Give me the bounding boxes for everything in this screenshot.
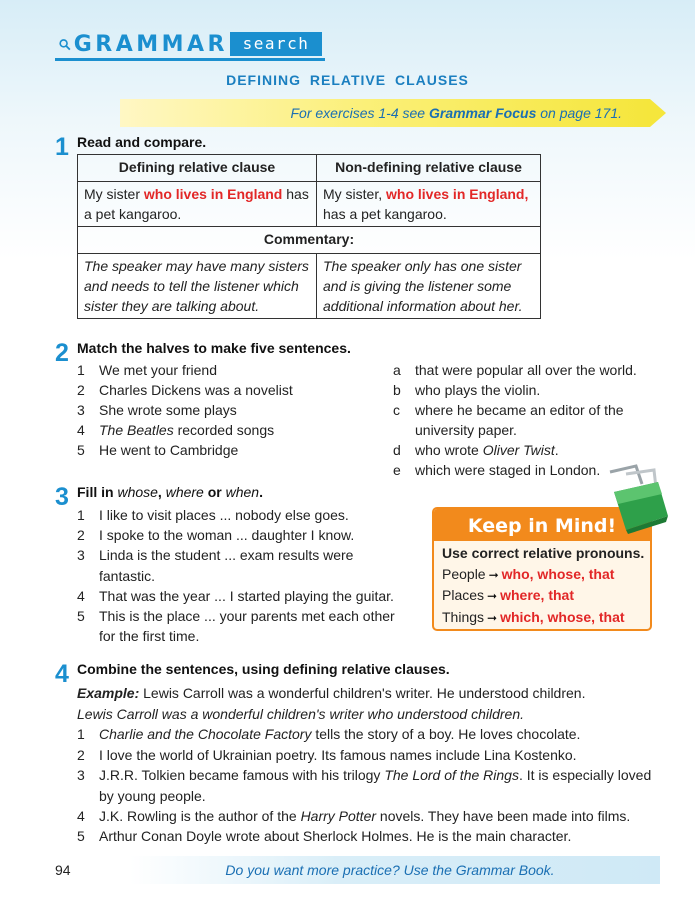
item-text: university paper. (415, 422, 517, 438)
item-number: 2 (77, 747, 85, 763)
item-text: J.K. Rowling is the author of the (99, 808, 301, 824)
commentary-defining: The speaker may have many sisters and needs to tell the listener which sister they are talking about. (78, 254, 317, 319)
comparison-table (77, 154, 541, 319)
rule-label: Places (442, 587, 485, 603)
item-text: We met your friend (99, 362, 218, 378)
word-where: where (165, 484, 204, 500)
item-number: 4 (77, 422, 85, 438)
keep-in-mind-content (442, 543, 644, 628)
ex3-item-3-cont (77, 566, 155, 586)
item-text: who plays the violin. (415, 382, 541, 398)
ex2-left-1 (77, 360, 217, 380)
item-italic: Harry Potter (300, 808, 377, 824)
ref-pre: For exercises 1-4 see (290, 105, 429, 121)
non-pre: My sister, (323, 186, 387, 202)
item-text: by young people. (99, 788, 206, 804)
ex2-right-b (393, 380, 540, 400)
item-italic: The Beatles (99, 422, 174, 438)
item-text: where he became an editor of the (415, 402, 624, 418)
binder-clip-icon (596, 462, 676, 538)
commentary-header: Commentary: (78, 227, 541, 254)
instr-pre: Fill in (77, 484, 118, 500)
item-number: 3 (77, 402, 85, 418)
non-defining-example (317, 182, 541, 227)
arrow-icon: ➞ (487, 589, 498, 603)
item-number: 2 (77, 382, 85, 398)
example-text: Lewis Carroll was a wonderful children's writer. He understood children. (139, 685, 586, 701)
sep2: or (203, 484, 226, 500)
ex2-right-c-cont (393, 420, 517, 440)
exercise-3-number: 3 (55, 483, 69, 511)
rule-places (442, 585, 644, 607)
ex2-right-e (393, 460, 600, 480)
ex2-left-3 (77, 400, 237, 420)
item-number: 5 (77, 608, 85, 624)
item-letter: d (393, 442, 401, 458)
arrow-icon: ➞ (488, 567, 499, 582)
sep1: , (157, 484, 166, 500)
ex2-right-a (393, 360, 637, 380)
ref-post: on page 171. (536, 105, 622, 121)
item-text: She wrote some plays (99, 402, 237, 418)
rule-label: People (442, 565, 486, 582)
ex3-item-1 (77, 505, 349, 525)
item-text: I like to visit places ... nobody else goes. (99, 507, 349, 523)
page-title: DEFINING RELATIVE CLAUSES (226, 72, 469, 88)
item-number: 3 (77, 547, 85, 563)
exercise-4-number: 4 (55, 660, 69, 688)
arrow-icon: ➞ (487, 610, 498, 625)
item-text: which were staged in London. (415, 462, 601, 478)
defining-example (78, 182, 317, 227)
search-label: search (230, 32, 322, 56)
exercise-2-instruction: Match the halves to make five sentences. (77, 340, 351, 356)
non-post: has a pet kangaroo. (323, 206, 447, 222)
ex2-left-5 (77, 440, 238, 460)
ex4-example-answer: Lewis Carroll was a wonderful children's writer who understood children. (77, 706, 524, 722)
ex3-item-2 (77, 525, 354, 545)
exercise-4-instruction: Combine the sentences, using defining relative clauses. (77, 661, 450, 677)
grammar-label (58, 29, 228, 59)
ex2-left-2 (77, 380, 293, 400)
item-number: 5 (77, 442, 85, 458)
rule-people (442, 564, 644, 586)
example-label: Example: (77, 685, 140, 701)
rule-value: which, whose, that (500, 608, 625, 625)
keep-in-mind-subtitle: Use correct relative pronouns. (442, 545, 645, 561)
item-text: This is the place ... your parents met each other (99, 608, 395, 624)
table-header-non-defining: Non-defining relative clause (317, 155, 541, 182)
item-number: 4 (77, 808, 85, 824)
ex4-item-3 (77, 765, 651, 785)
item-letter: b (393, 382, 401, 398)
ref-bold: Grammar Focus (428, 105, 537, 121)
rule-value: where, that (500, 587, 574, 603)
item-text: I love the world of Ukrainian poetry. Its famous names include Lina Kostenko. (99, 747, 577, 763)
grammar-word: GRAMMAR (73, 31, 228, 57)
page-number: 94 (55, 862, 71, 878)
ex4-item-5 (77, 826, 571, 846)
item-text: recorded songs (173, 422, 275, 438)
exercise-1-instruction: Read and compare. (77, 134, 207, 150)
reference-text (120, 99, 622, 127)
item-text: that were popular all over the world. (415, 362, 637, 378)
ex4-example (77, 683, 585, 703)
item-letter: e (393, 462, 401, 478)
item-text: who wrote (415, 442, 483, 458)
rule-value: who, whose, that (501, 565, 615, 582)
item-number: 5 (77, 828, 85, 844)
item-text: Linda is the student ... exam results were (99, 547, 354, 563)
item-text: fantastic. (99, 568, 156, 584)
ex4-item-1 (77, 724, 580, 744)
item-letter: c (393, 402, 400, 418)
item-number: 1 (77, 726, 85, 742)
item-number: 3 (77, 767, 85, 783)
search-icon (58, 33, 72, 55)
exercise-2-number: 2 (55, 339, 69, 367)
exercise-1-number: 1 (55, 133, 69, 161)
ex3-item-5 (77, 606, 395, 626)
item-number: 4 (77, 588, 85, 604)
item-text: Arthur Conan Doyle wrote about Sherlock Holmes. He is the main character. (99, 828, 572, 844)
non-clause: who lives in England, (386, 186, 529, 202)
ex2-left-4 (77, 420, 274, 440)
item-text: That was the year ... I started playing the guitar. (99, 588, 394, 604)
item-italic: The Lord of the Rings (384, 767, 519, 783)
item-text: for the first time. (99, 628, 200, 644)
item-number: 2 (77, 527, 85, 543)
footer-text: Do you want more practice? Use the Grammar Book. (225, 862, 555, 878)
exercise-3-instruction (77, 484, 263, 500)
header-underline (55, 58, 325, 61)
item-end: novels. They have been made into films. (376, 808, 631, 824)
item-text: tells the story of a boy. He loves chocolate. (311, 726, 581, 742)
grammar-search-header (58, 29, 322, 59)
item-number: 1 (77, 507, 85, 523)
word-whose: whose (117, 484, 158, 500)
def-pre: My sister (84, 186, 144, 202)
word-when: when (225, 484, 260, 500)
item-end: . It is especially loved (518, 767, 652, 783)
item-italic: Oliver Twist (482, 442, 555, 458)
ex3-item-5-cont (77, 626, 199, 646)
rule-things (442, 607, 644, 629)
item-text: He went to Cambridge (99, 442, 239, 458)
ex3-item-3 (77, 545, 353, 565)
commentary-non-defining: The speaker only has one sister and is giving the listener some additional information about her. (317, 254, 541, 319)
ex4-item-4 (77, 806, 630, 826)
item-letter: a (393, 362, 401, 378)
def-clause: who lives in England (143, 186, 283, 202)
item-text: I spoke to the woman ... daughter I know. (99, 527, 355, 543)
instr-end: . (259, 484, 263, 500)
ex4-item-2 (77, 745, 577, 765)
banner-arrow (650, 99, 666, 127)
item-text: J.R.R. Tolkien became famous with his trilogy (99, 767, 385, 783)
item-text: Charles Dickens was a novelist (99, 382, 293, 398)
ex3-item-4 (77, 586, 394, 606)
ex2-right-d (393, 440, 559, 460)
item-italic: Charlie and the Chocolate Factory (99, 726, 312, 742)
keep-in-mind-title: Keep in Mind! (434, 509, 650, 541)
table-header-defining: Defining relative clause (78, 155, 317, 182)
item-number: 1 (77, 362, 85, 378)
ex4-item-3-cont (77, 786, 206, 806)
item-end: . (554, 442, 559, 458)
def-post: has a pet kangaroo. (84, 186, 309, 222)
rule-label: Things (442, 608, 485, 625)
ex2-right-c (393, 400, 624, 420)
